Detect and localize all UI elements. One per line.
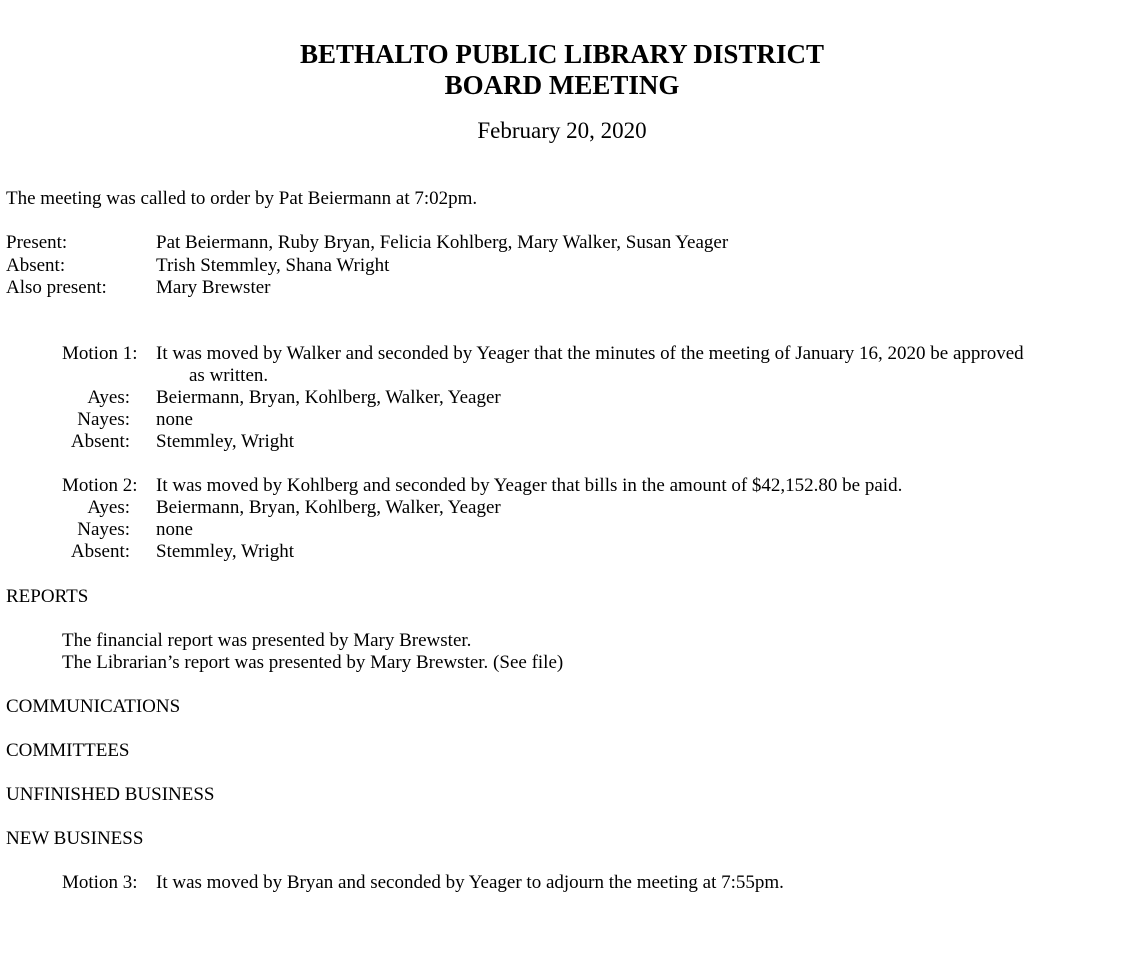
unfinished-business-heading: UNFINISHED BUSINESS bbox=[6, 784, 215, 805]
also-present-value: Mary Brewster bbox=[156, 277, 271, 298]
new-business-heading: NEW BUSINESS bbox=[6, 828, 144, 849]
motion-2-ayes-label: Ayes: bbox=[87, 497, 130, 518]
librarian-report-line: The Librarian’s report was presented by Mary Brewster. (See file) bbox=[62, 652, 564, 673]
motion-1-text: It was moved by Walker and seconded by Yeager that the minutes of the meeting of January 16, 2020 be approved bbox=[156, 343, 1024, 364]
motion-1-ayes-label: Ayes: bbox=[87, 387, 130, 408]
motion-2-nayes-value: none bbox=[156, 519, 193, 540]
absent-label: Absent: bbox=[6, 255, 66, 276]
communications-heading: COMMUNICATIONS bbox=[6, 696, 181, 717]
present-label: Present: bbox=[6, 232, 68, 253]
also-present-label: Also present: bbox=[6, 277, 107, 298]
absent-value: Trish Stemmley, Shana Wright bbox=[156, 255, 390, 276]
motion-1-label: Motion 1: bbox=[62, 343, 138, 364]
motion-3-label: Motion 3: bbox=[62, 872, 138, 893]
document-title-line2: BOARD MEETING bbox=[444, 70, 680, 100]
call-to-order: The meeting was called to order by Pat Beiermann at 7:02pm. bbox=[6, 188, 478, 209]
reports-heading: REPORTS bbox=[6, 586, 89, 607]
document-title-line1: BETHALTO PUBLIC LIBRARY DISTRICT bbox=[300, 39, 824, 69]
motion-1-ayes-value: Beiermann, Bryan, Kohlberg, Walker, Yeager bbox=[156, 387, 501, 408]
motion-1-absent-label: Absent: bbox=[70, 431, 130, 452]
motion-3-text: It was moved by Bryan and seconded by Yeager to adjourn the meeting at 7:55pm. bbox=[156, 872, 784, 893]
financial-report-line: The financial report was presented by Mary Brewster. bbox=[62, 630, 472, 651]
motion-2-nayes-label: Nayes: bbox=[77, 519, 130, 540]
motion-1-text-continued: as written. bbox=[189, 365, 269, 386]
motion-2-absent-value: Stemmley, Wright bbox=[156, 541, 295, 562]
committees-heading: COMMITTEES bbox=[6, 740, 130, 761]
motion-2-absent-label: Absent: bbox=[70, 541, 130, 562]
motion-1-absent-value: Stemmley, Wright bbox=[156, 431, 295, 452]
motion-2-ayes-value: Beiermann, Bryan, Kohlberg, Walker, Yeager bbox=[156, 497, 501, 518]
motion-2-label: Motion 2: bbox=[62, 475, 138, 496]
motion-2-text: It was moved by Kohlberg and seconded by Yeager that bills in the amount of $42,152.80 be paid. bbox=[156, 475, 903, 496]
meeting-date: February 20, 2020 bbox=[477, 118, 647, 143]
present-value: Pat Beiermann, Ruby Bryan, Felicia Kohlberg, Mary Walker, Susan Yeager bbox=[156, 232, 729, 253]
motion-1-nayes-label: Nayes: bbox=[77, 409, 130, 430]
motion-1-nayes-value: none bbox=[156, 409, 193, 430]
